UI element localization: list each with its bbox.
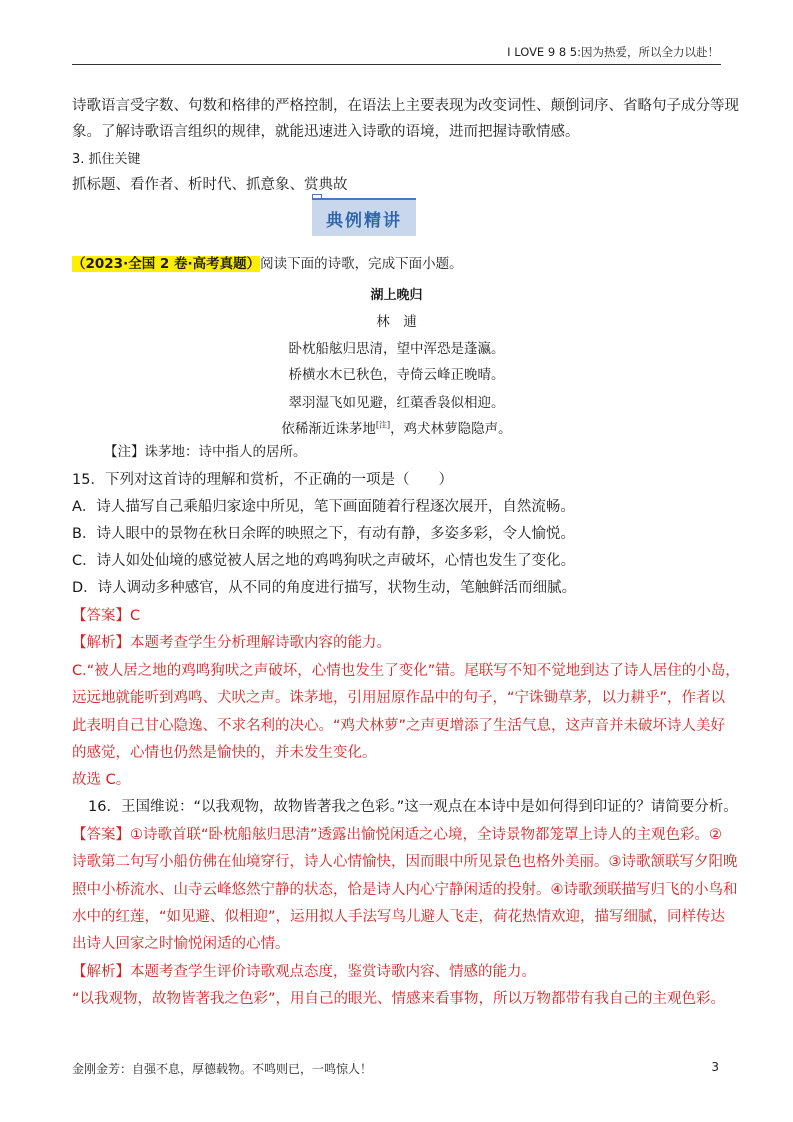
poem-line-3: 翠羽湿飞如见避，红蕖香袅似相迎。 bbox=[288, 395, 505, 411]
q15-analysis-line-2: 远远地就能听到鸡鸣、犬吠之声。诛茅地，引用屈原作品中的句子，“宁诛锄草茅，以力耕乎”，作者以 bbox=[72, 690, 726, 706]
section-banner: 典例精讲 bbox=[312, 198, 416, 236]
q16-analysis-title: 【解析】本题考查学生评价诗歌观点态度，鉴赏诗歌内容、情感的能力。 bbox=[72, 964, 536, 980]
page-header: I LOVE 9 8 5:因为热爱，所以全力以赴！ bbox=[507, 45, 719, 59]
q15-answer: 【答案】C bbox=[72, 608, 141, 624]
q16-answer-line-3: 照中小桥流水、山寺云峰悠然宁静的状态，恰是诗人内心宁静闲适的投射。④诗歌颈联描写归飞的小鸟和 bbox=[72, 882, 738, 898]
source-tag: （2023·全国 2 卷·高考真题） bbox=[72, 256, 261, 272]
point-3-title: 3. 抓住关键 bbox=[72, 152, 141, 167]
q15-analysis-line-1: C.“被人居之地的鸡鸣狗吠之声破坏，心情也发生了变化”错。尾联写不知不觉地到达了诗人居住的小岛， bbox=[72, 663, 740, 679]
poem-author: 林 逋 bbox=[376, 314, 417, 330]
q15-analysis-line-4: 的感觉，心情也仍然是愉快的，并未发生变化。 bbox=[72, 745, 377, 761]
q16-answer-line-5: 出诗人回家之时愉悦闲适的心情。 bbox=[72, 936, 290, 952]
q15-option-c: C．诗人如处仙境的感觉被人居之地的鸡鸣狗吠之声破坏，心情也发生了变化。 bbox=[72, 553, 576, 569]
footer-motto: 金刚金芳：自强不息，厚德载物。不鸣则已，一鸣惊人！ bbox=[72, 1062, 373, 1076]
question-source bbox=[72, 254, 463, 274]
q15-option-a: A．诗人描写自己乘船归家途中所见，笔下画面随着行程逐次展开，自然流畅。 bbox=[72, 499, 575, 515]
page-number: 3 bbox=[711, 1060, 719, 1074]
q16-answer-line-4: 水中的红莲，“如见避、似相迎”，运用拟人手法写鸟儿避人飞走，荷花热情欢迎，描写细腻，同样传达 bbox=[72, 909, 726, 925]
intro-line-1: 诗歌语言受字数、句数和格律的严格控制，在语法上主要表现为改变词性、颠倒词序、省略句子成分等现 bbox=[72, 98, 739, 114]
poem-title: 湖上晚归 bbox=[370, 288, 423, 303]
note-marker: [注] bbox=[375, 420, 391, 430]
source-prompt: 阅读下面的诗歌，完成下面小题。 bbox=[260, 256, 463, 272]
q15-analysis-title: 【解析】本题考查学生分析理解诗歌内容的能力。 bbox=[72, 635, 391, 651]
poem-line-1: 卧枕船舷归思清，望中浑恐是蓬瀛。 bbox=[288, 341, 505, 357]
poem-note: 【注】诛茅地：诗中指人的居所。 bbox=[104, 444, 307, 460]
q15-stem: 15．下列对这首诗的理解和赏析，不正确的一项是（ ） bbox=[72, 472, 453, 488]
header-divider bbox=[72, 64, 721, 65]
q16-analysis: “以我观物，故物皆著我之色彩”，用自己的眼光、情感来看事物，所以万物都带有我自己的主观色彩。 bbox=[72, 991, 726, 1007]
q15-conclusion: 故选 C。 bbox=[72, 772, 131, 788]
poem-line-4 bbox=[0, 417, 793, 437]
poem-line-4a: 依稀渐近诛茅地 bbox=[281, 421, 376, 437]
q15-analysis-line-3: 此表明自己甘心隐逸、不求名利的决心。“鸡犬林萝”之声更增添了生活气息，这声音并未破坏诗人美好 bbox=[72, 718, 726, 734]
intro-line-2: 象。了解诗歌语言组织的规律，就能迅速进入诗歌的语境，进而把握诗歌情感。 bbox=[72, 124, 580, 140]
poem-line-2: 桥横水木已秋色，寺倚云峰正晚晴。 bbox=[288, 367, 505, 383]
point-3-body: 抓标题、看作者、析时代、抓意象、赏典故 bbox=[72, 177, 348, 193]
q15-option-b: B．诗人眼中的景物在秋日余晖的映照之下，有动有静，多姿多彩，令人愉悦。 bbox=[72, 526, 575, 542]
q16-answer-line-1: 【答案】①诗歌首联“卧枕船舷归思清”透露出愉悦闲适之心境，全诗景物都笼罩上诗人的主观色彩。② bbox=[72, 827, 723, 843]
poem-line-4b: ，鸡犬林萝隐隐声。 bbox=[390, 421, 512, 437]
q16-answer-line-2: 诗歌第二句写小船仿佛在仙境穿行，诗人心情愉快，因而眼中所见景色也格外美丽。③诗歌颔联写夕阳晚 bbox=[72, 854, 738, 870]
q16-stem: 16．王国维说：“以我观物，故物皆著我之色彩。”这一观点在本诗中是如何得到印证的？请简要分析。 bbox=[88, 799, 738, 815]
q15-option-d: D．诗人调动多种感官，从不同的角度进行描写，状物生动，笔触鲜活而细腻。 bbox=[72, 580, 577, 596]
